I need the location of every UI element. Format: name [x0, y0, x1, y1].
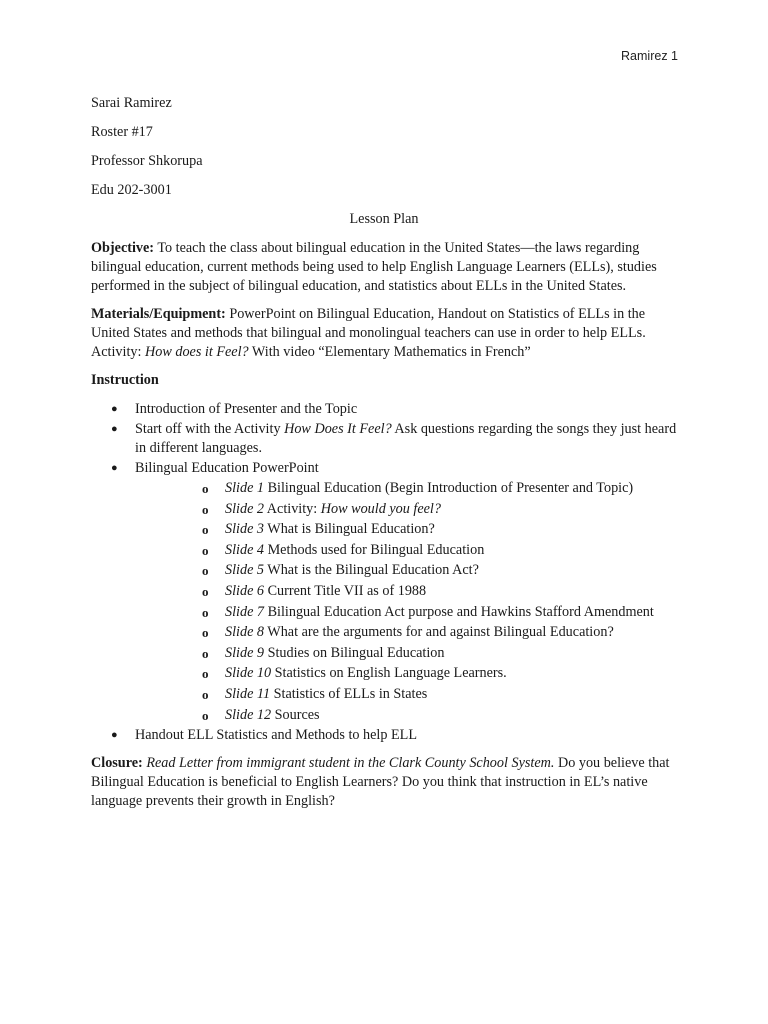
roster-number: Roster #17: [91, 124, 153, 140]
professor-name: Professor Shkorupa: [91, 153, 203, 169]
sub-bullet-icon: o: [202, 645, 209, 661]
page-header-label: Ramirez 1: [621, 49, 678, 63]
instruction-list: [91, 400, 677, 745]
sub-bullet-icon: o: [202, 542, 209, 558]
slide-item: [135, 685, 677, 704]
slide-item: [135, 520, 677, 539]
slide-item: [135, 644, 677, 663]
slide-item: [135, 541, 677, 560]
list-item: [91, 400, 677, 419]
sub-bullet-icon: o: [202, 501, 209, 517]
objective-paragraph: [91, 239, 677, 296]
sub-bullet-icon: o: [202, 522, 209, 538]
slide-item: [135, 664, 677, 683]
slide-number: Slide 8: [225, 624, 265, 641]
slide-activity: How would you feel?: [320, 500, 441, 517]
slide-number: Slide 9: [225, 644, 265, 661]
bullet-icon: ●: [111, 403, 118, 415]
slide-number: Slide 7: [225, 603, 265, 620]
sub-bullet-icon: o: [202, 583, 209, 599]
slide-title: Statistics on English Language Learners.: [271, 665, 507, 682]
activity-name: How Does It Feel?: [284, 421, 392, 437]
materials-label: Materials/Equipment:: [91, 306, 226, 322]
slide-number: Slide 11: [225, 685, 271, 702]
sub-bullet-icon: o: [202, 666, 209, 682]
slide-title: Studies on Bilingual Education: [264, 644, 445, 661]
slide-number: Slide 10: [225, 665, 272, 682]
list-item-text: Handout ELL Statistics and Methods to help ELL: [135, 727, 417, 744]
document-title: Lesson Plan: [349, 211, 419, 227]
bullet-icon: ●: [111, 423, 118, 435]
sub-bullet-icon: o: [202, 481, 209, 496]
slide-title: Statistics of ELLs in States: [270, 685, 428, 702]
materials-tail: With video “Elementary Mathematics in French”: [248, 344, 531, 360]
slide-number: Slide 3: [225, 521, 265, 538]
list-item-text: Introduction of Presenter and the Topic: [135, 401, 358, 417]
sub-bullet-icon: o: [202, 686, 209, 702]
list-item: [91, 420, 677, 458]
list-item-text: Bilingual Education PowerPoint: [135, 460, 319, 476]
objective-label: Objective:: [91, 240, 155, 256]
slide-number: Slide 2: [225, 500, 265, 517]
list-item-text: Start off with the Activity: [135, 421, 285, 437]
slide-item: [135, 582, 677, 601]
slides-list: [135, 479, 677, 725]
slide-title: Sources: [271, 706, 320, 723]
slide-item: [135, 623, 677, 642]
slide-item: [135, 561, 677, 580]
closure-text: Do you believe that Bilingual Education is beneficial to English Learners? Do you think that instruction in EL’s native language prevents their growth in English?: [91, 755, 670, 810]
slide-number: Slide 5: [225, 562, 265, 579]
course-code: Edu 202-3001: [91, 182, 172, 198]
slide-item: [135, 603, 677, 622]
student-name: Sarai Ramirez: [91, 95, 172, 111]
sub-bullet-icon: o: [202, 563, 209, 579]
instruction-heading: Instruction: [91, 372, 159, 388]
slide-title: Bilingual Education (Begin Introduction of Presenter and Topic): [264, 480, 634, 496]
materials-paragraph: [91, 305, 677, 362]
materials-activity: How does it Feel?: [145, 344, 249, 360]
closure-reading: Read Letter from immigrant student in the Clark County School System.: [142, 755, 555, 772]
slide-title: What are the arguments for and against Bilingual Education?: [264, 624, 614, 641]
slide-number: Slide 4: [225, 541, 265, 558]
slide-title: What is Bilingual Education?: [264, 521, 435, 538]
objective-text: To teach the class about bilingual education in the United States—the laws regarding bilingual education, current methods being used to help English Language Learners (ELLs), studies performed in the subject of bilingual education, and statistics about ELLs in the United States.: [91, 240, 657, 294]
sub-bullet-icon: o: [202, 625, 209, 641]
bullet-icon: ●: [111, 462, 118, 474]
slide-item: [135, 706, 677, 725]
document-body: [91, 94, 677, 820]
slide-title: What is the Bilingual Education Act?: [264, 562, 479, 579]
list-item-text: Ask questions regarding the songs they just heard in different languages.: [135, 421, 677, 456]
bullet-icon: ●: [111, 729, 118, 742]
list-item: [91, 726, 677, 745]
slide-title: Bilingual Education Act purpose and Hawkins Stafford Amendment: [264, 603, 654, 620]
slide-title: Activity:: [264, 500, 321, 517]
closure-paragraph: [91, 754, 677, 811]
materials-text: PowerPoint on Bilingual Education, Handout on Statistics of ELLs in the United States and methods that bilingual and monolingual teachers can use in order to help ELLs. Activity:: [91, 306, 646, 360]
slide-number: Slide 1: [225, 480, 265, 496]
slide-item: [135, 500, 677, 519]
slide-item: [135, 479, 677, 498]
slide-number: Slide 6: [225, 582, 265, 599]
list-item: [91, 459, 677, 725]
slide-title: Current Title VII as of 1988: [264, 582, 427, 599]
closure-label: Closure:: [91, 755, 143, 772]
slide-number: Slide 12: [225, 706, 272, 723]
sub-bullet-icon: o: [202, 707, 209, 723]
sub-bullet-icon: o: [202, 604, 209, 620]
slide-title: Methods used for Bilingual Education: [264, 541, 485, 558]
